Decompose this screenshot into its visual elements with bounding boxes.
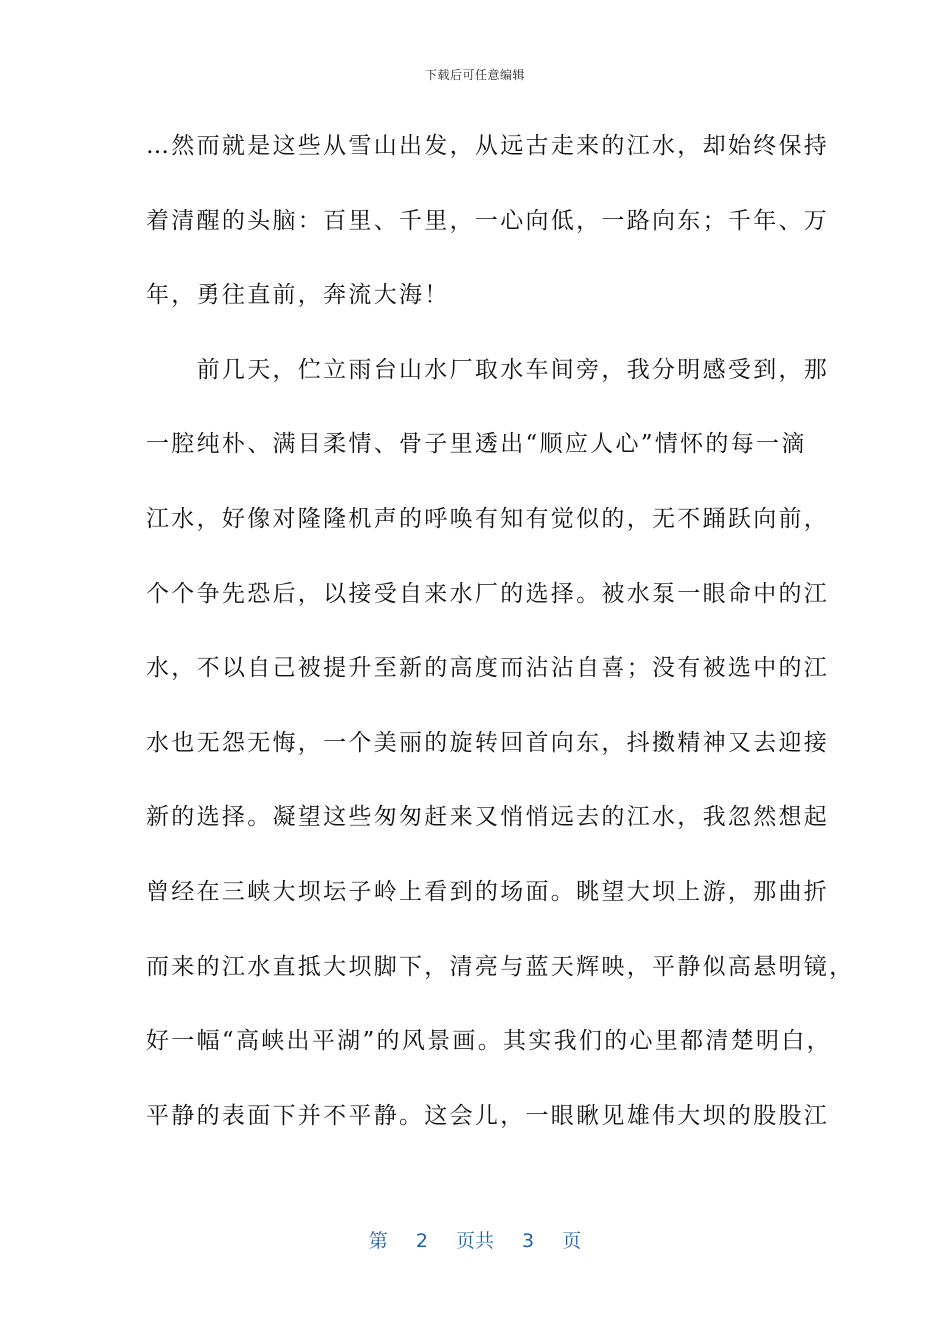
text-line: 水，不以自己被提升至新的高度而沾沾自喜；没有被选中的江 [146,655,830,682]
text-line: 好一幅“高峡出平湖”的风景画。其实我们的心里都清楚明白， [146,1028,832,1055]
text-line: 江水，好像对隆隆机声的呼唤有知有觉似的，无不踊跃向前， [146,505,830,532]
page-footer [0,1226,950,1253]
text-line: 平静的表面下并不平静。这会儿，一眼瞅见雄伟大坝的股股江 [146,1102,830,1129]
text-line: 水也无怨无悔，一个美丽的旋转回首向东，抖擞精神又去迎接 [146,729,830,756]
text-line: …然而就是这些从雪山出发，从远古走来的江水，却始终保持 [146,133,830,159]
total-page-count: 3 [522,1230,535,1252]
footer-prefix: 第 [368,1230,388,1252]
text-line: 着清醒的头脑：百里、千里，一心向低，一路向东；千年、万 [146,207,830,234]
text-line: 一腔纯朴、满目柔情、骨子里透出“顺应人心”情怀的每一滴 [146,431,807,458]
footer-suffix: 页 [562,1230,582,1252]
current-page-number: 2 [415,1230,428,1252]
text-line: 而来的江水直抵大坝脚下，清亮与蓝天辉映，平静似高悬明镜， [146,953,855,980]
text-line: 曾经在三峡大坝坛子岭上看到的场面。眺望大坝上游，那曲折 [146,878,830,905]
document-body [146,124,855,1168]
text-line: 个个争先恐后，以接受自来水厂的选择。被水泵一眼命中的江 [146,580,830,607]
footer-middle: 页共 [455,1230,494,1252]
text-line: 前几天，伫立雨台山水厂取水车间旁，我分明感受到，那 [146,356,830,383]
header-note: 下载后可任意编辑 [424,68,525,82]
text-line: 年，勇往直前，奔流大海！ [146,282,450,309]
text-line: 新的选择。凝望这些匆匆赶来又悄悄远去的江水，我忽然想起 [146,804,830,831]
